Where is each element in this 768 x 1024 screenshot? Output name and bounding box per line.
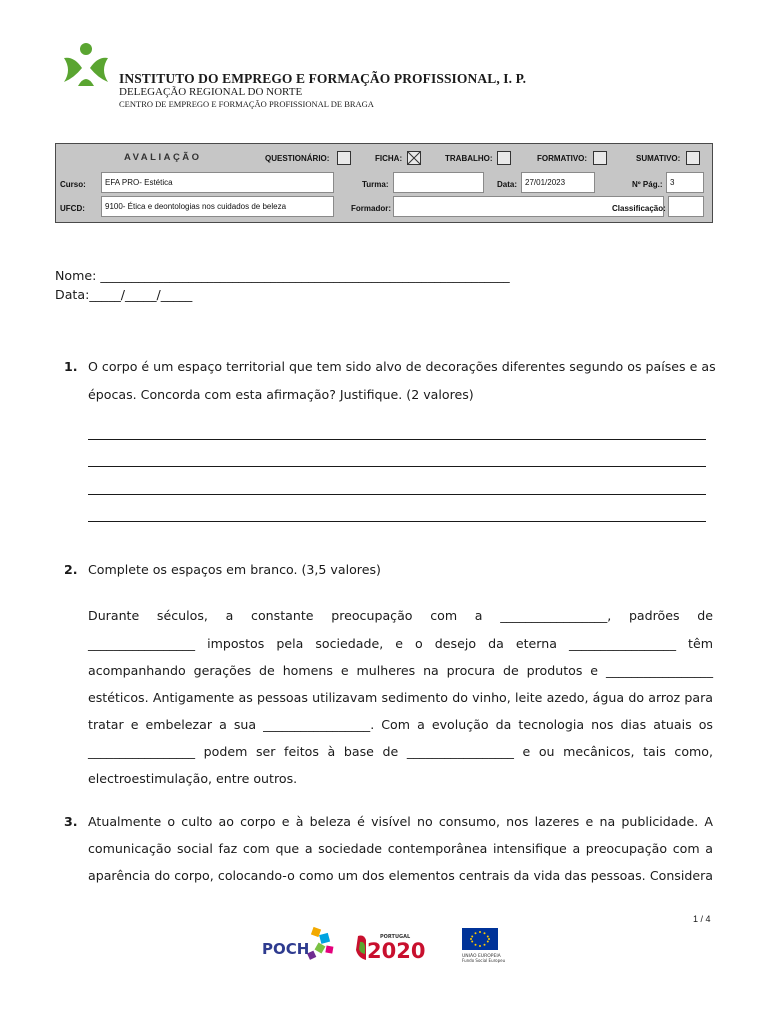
question-1-text-line1: O corpo é um espaço territorial que tem sido alvo de decorações diferentes segundo os países e as: [88, 359, 716, 374]
ficha-label: FICHA:: [375, 154, 403, 163]
question-2-paragraph-line3[interactable]: acompanhando gerações de homens e mulheres na procura de produtos e _________________: [88, 663, 713, 678]
funding-logos: [260, 924, 520, 968]
data-field[interactable]: 27/01/2023: [521, 172, 595, 193]
question-2-paragraph-line6[interactable]: _________________ podem ser feitos à base de _________________ e ou mecânicos, tais como,: [88, 744, 713, 759]
curso-label: Curso:: [60, 180, 86, 189]
question-2-paragraph-line1[interactable]: Durante séculos, a constante preocupação com a _________________, padrões de: [88, 608, 713, 623]
center-name: CENTRO DE EMPREGO E FORMAÇÃO PROFISSIONAL DE BRAGA: [119, 99, 374, 109]
question-2-paragraph-line2[interactable]: _________________ impostos pela sociedade, e o desejo da eterna _________________ têm: [88, 636, 713, 651]
classificacao-field[interactable]: [668, 196, 704, 217]
turma-label: Turma:: [362, 180, 389, 189]
answer-line[interactable]: [88, 521, 706, 522]
iefp-logo: [60, 42, 112, 88]
check-cross-icon: [408, 152, 420, 164]
question-2-paragraph-line4: estéticos. Antigamente as pessoas utilizavam sedimento do vinho, leite azedo, água do arroz para: [88, 690, 713, 705]
question-2-paragraph-line5[interactable]: tratar e embelezar a sua _________________. Com a evolução da tecnologia nos dias atuais os: [88, 717, 713, 732]
questionario-checkbox[interactable]: [337, 151, 351, 165]
eu-flag-logo: [462, 928, 506, 963]
page-number: 1 / 4: [693, 914, 711, 924]
question-2-prompt: Complete os espaços em branco. (3,5 valores): [88, 562, 381, 577]
trabalho-checkbox[interactable]: [497, 151, 511, 165]
npag-label: Nº Pág.:: [632, 180, 663, 189]
formativo-checkbox[interactable]: [593, 151, 607, 165]
sumativo-checkbox[interactable]: [686, 151, 700, 165]
question-2-number: 2.: [64, 562, 78, 577]
formativo-label: FORMATIVO:: [537, 154, 588, 163]
formador-label: Formador:: [351, 204, 391, 213]
institution-name: INSTITUTO DO EMPREGO E FORMAÇÃO PROFISSIONAL, I. P.: [119, 71, 527, 86]
ufcd-field[interactable]: 9100- Ética e deontologias nos cuidados de beleza: [101, 196, 334, 217]
poch-text: POCH: [262, 940, 310, 958]
answer-line[interactable]: [88, 439, 706, 440]
evaluation-title: AVALIAÇÃO: [124, 152, 202, 163]
question-3-text-line1: Atualmente o culto ao corpo e à beleza é visível no consumo, nos lazeres e na publicidade. A: [88, 814, 713, 829]
npag-field[interactable]: 3: [666, 172, 704, 193]
turma-field[interactable]: [393, 172, 484, 193]
poch-logo: [262, 927, 333, 960]
questionario-label: QUESTIONÁRIO:: [265, 154, 330, 163]
eu-text: UNIÃO EUROPEIA: [462, 954, 501, 959]
question-2-paragraph-line7: electroestimulação, entre outros.: [88, 771, 298, 786]
ficha-checkbox[interactable]: [407, 151, 421, 165]
question-3-text-line3: aparência do corpo, colocando-o como um dos elementos centrais da vida das pessoas. Considera: [88, 868, 713, 883]
question-1-number: 1.: [64, 359, 78, 374]
sumativo-label: SUMATIVO:: [636, 154, 681, 163]
fse-text: Fundo Social Europeu: [462, 958, 506, 963]
delegation-name: DELEGAÇÃO REGIONAL DO NORTE: [119, 86, 303, 98]
student-name-line[interactable]: Nome: _________________________________________________________________: [55, 268, 510, 283]
classificacao-label: Classificação:: [612, 204, 666, 213]
portugal-2020-logo: [356, 934, 425, 963]
curso-field[interactable]: EFA PRO- Estética: [101, 172, 334, 193]
answer-line[interactable]: [88, 466, 706, 467]
trabalho-label: TRABALHO:: [445, 154, 493, 163]
year-2020-text: 2020: [367, 939, 426, 963]
student-date-line[interactable]: Data:_____/_____/_____: [55, 287, 193, 302]
answer-line[interactable]: [88, 494, 706, 495]
portugal-text: PORTUGAL: [380, 934, 411, 940]
data-label: Data:: [497, 180, 518, 189]
question-3-text-line2: comunicação social faz com que a sociedade contemporânea intensifique a preocupação com a: [88, 841, 713, 856]
ufcd-label: UFCD:: [60, 204, 85, 213]
question-3-number: 3.: [64, 814, 78, 829]
question-1-text-line2: épocas. Concorda com esta afirmação? Justifique. (2 valores): [88, 387, 474, 402]
evaluation-box: [55, 143, 713, 223]
